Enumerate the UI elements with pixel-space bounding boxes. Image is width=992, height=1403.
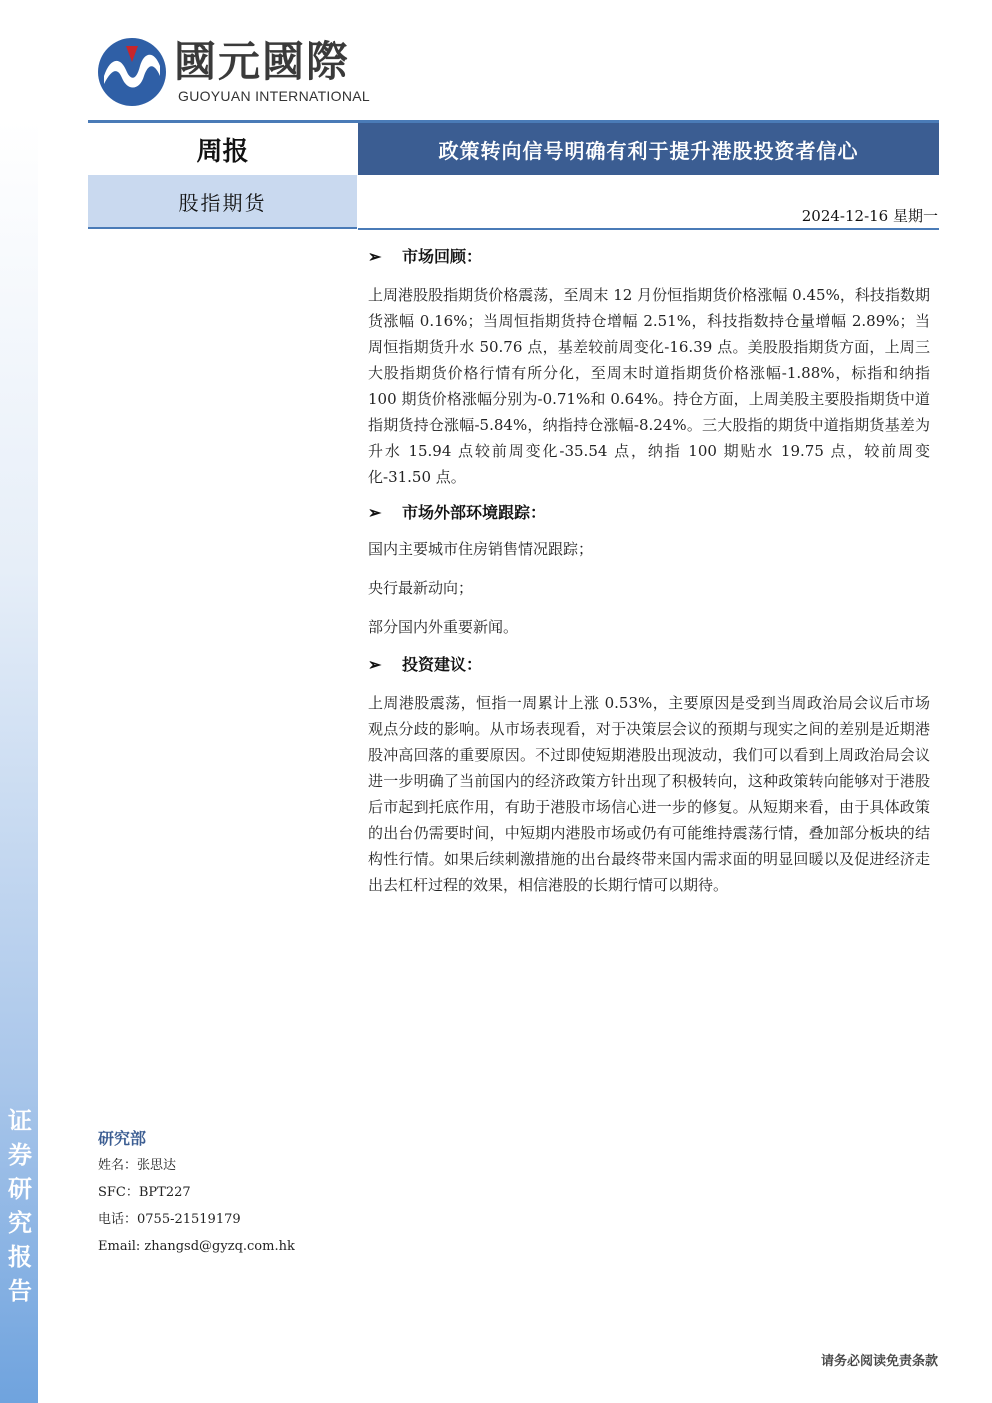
section-title-external-env xyxy=(368,500,930,526)
section-title-market-review xyxy=(368,244,930,270)
arrow-bullet-icon: ➢ xyxy=(368,503,382,522)
market-review-paragraph: 上周港股股指期货价格震荡，至周末 12 月份恒指期货价格涨幅 0.45%，科技指数期货涨幅 0.16%；当周恒指期货持仓增幅 2.51%，科技指数持仓量增幅 2.89%；当周恒指期货升水 50.76 点，基差较前周变化-16.39 点。美股股指期货方面，上周三大股指期货价格行情有所分化，至周末时道指期货价格涨幅-1.88%，标指和纳指 100 期货价格涨幅分别为-0.71%和 0.64%。持仓方面，上周美股主要股指期货中道指期货持仓涨幅-5.84%，纳指持仓涨幅-8.24%。三大股指的期货中道指期货基差为升水 15.94 点较前周变化-35.54 点，纳指 100 期贴水 19.75 点，较前周变化-31.50 点。 xyxy=(368,286,930,486)
sidebar-char: 券 xyxy=(8,1141,32,1169)
report-date: 2024-12-16 星期一 xyxy=(801,207,938,225)
investment-advice-paragraph: 上周港股震荡，恒指一周累计上涨 0.53%，主要原因是受到当周政治局会议后市场观点分歧的影响。从市场表现看，对于决策层会议的预期与现实之间的差别是近期港股冲高回落的重要原因。不过即使短期港股出现波动，我们可以看到上周政治局会议进一步明确了当前国内的经济政策方针出现了积极转向，这种政策转向能够对于港股后市起到托底作用，有助于港股市场信心进一步的修复。从短期来看，由于具体政策的出台仍需要时间，中短期内港股市场或仍有可能维持震荡行情，叠加部分板块的结构性行情。如果后续刺激措施的出台最终带来国内需求面的明显回暖以及促进经济走出去杠杆过程的效果，相信港股的长期行情可以期待。 xyxy=(368,694,930,894)
sidebar-char: 究 xyxy=(8,1209,32,1237)
analyst-sfc: SFC：BPT227 xyxy=(98,1185,191,1200)
sidebar-char: 研 xyxy=(8,1175,32,1203)
sidebar-vertical-label xyxy=(6,1104,34,1308)
section-title-text: 投资建议： xyxy=(402,655,483,674)
report-headline: 政策转向信号明确有利于提升港股投资者信心 xyxy=(358,123,939,175)
report-category: 股指期货 xyxy=(88,175,357,227)
logo-emblem-icon xyxy=(96,36,168,108)
research-dept: 研究部 xyxy=(98,1129,147,1148)
sidebar-char: 告 xyxy=(8,1277,32,1305)
header-bottom-rule xyxy=(358,228,939,230)
report-type: 周报 xyxy=(88,123,357,175)
logo-text-cn: 國元國際 xyxy=(174,37,351,86)
section-title-text: 市场回顾： xyxy=(402,247,483,266)
arrow-bullet-icon: ➢ xyxy=(368,247,382,266)
company-logo xyxy=(96,36,370,108)
logo-text-en: GUOYUAN INTERNATIONAL xyxy=(178,88,370,104)
list-item: 部分国内外重要新闻。 xyxy=(368,618,519,636)
header-bottom-rule-left xyxy=(88,227,357,229)
analyst-name: 姓名：张思达 xyxy=(98,1158,177,1173)
section-title-text: 市场外部环境跟踪： xyxy=(402,503,547,522)
disclaimer-note: 请务必阅读免责条款 xyxy=(820,1354,938,1369)
report-body xyxy=(368,244,930,898)
sidebar-char: 报 xyxy=(8,1243,32,1271)
sidebar-char: 证 xyxy=(8,1107,32,1135)
list-item: 央行最新动向； xyxy=(368,579,474,597)
analyst-phone: 电话：0755-21519179 xyxy=(98,1212,241,1227)
list-item: 国内主要城市住房销售情况跟踪； xyxy=(368,540,594,558)
research-contact xyxy=(98,1126,358,1260)
arrow-bullet-icon: ➢ xyxy=(368,655,382,674)
section-title-investment-advice xyxy=(368,652,930,678)
analyst-email: Email: zhangsd@gyzq.com.hk xyxy=(98,1239,295,1254)
